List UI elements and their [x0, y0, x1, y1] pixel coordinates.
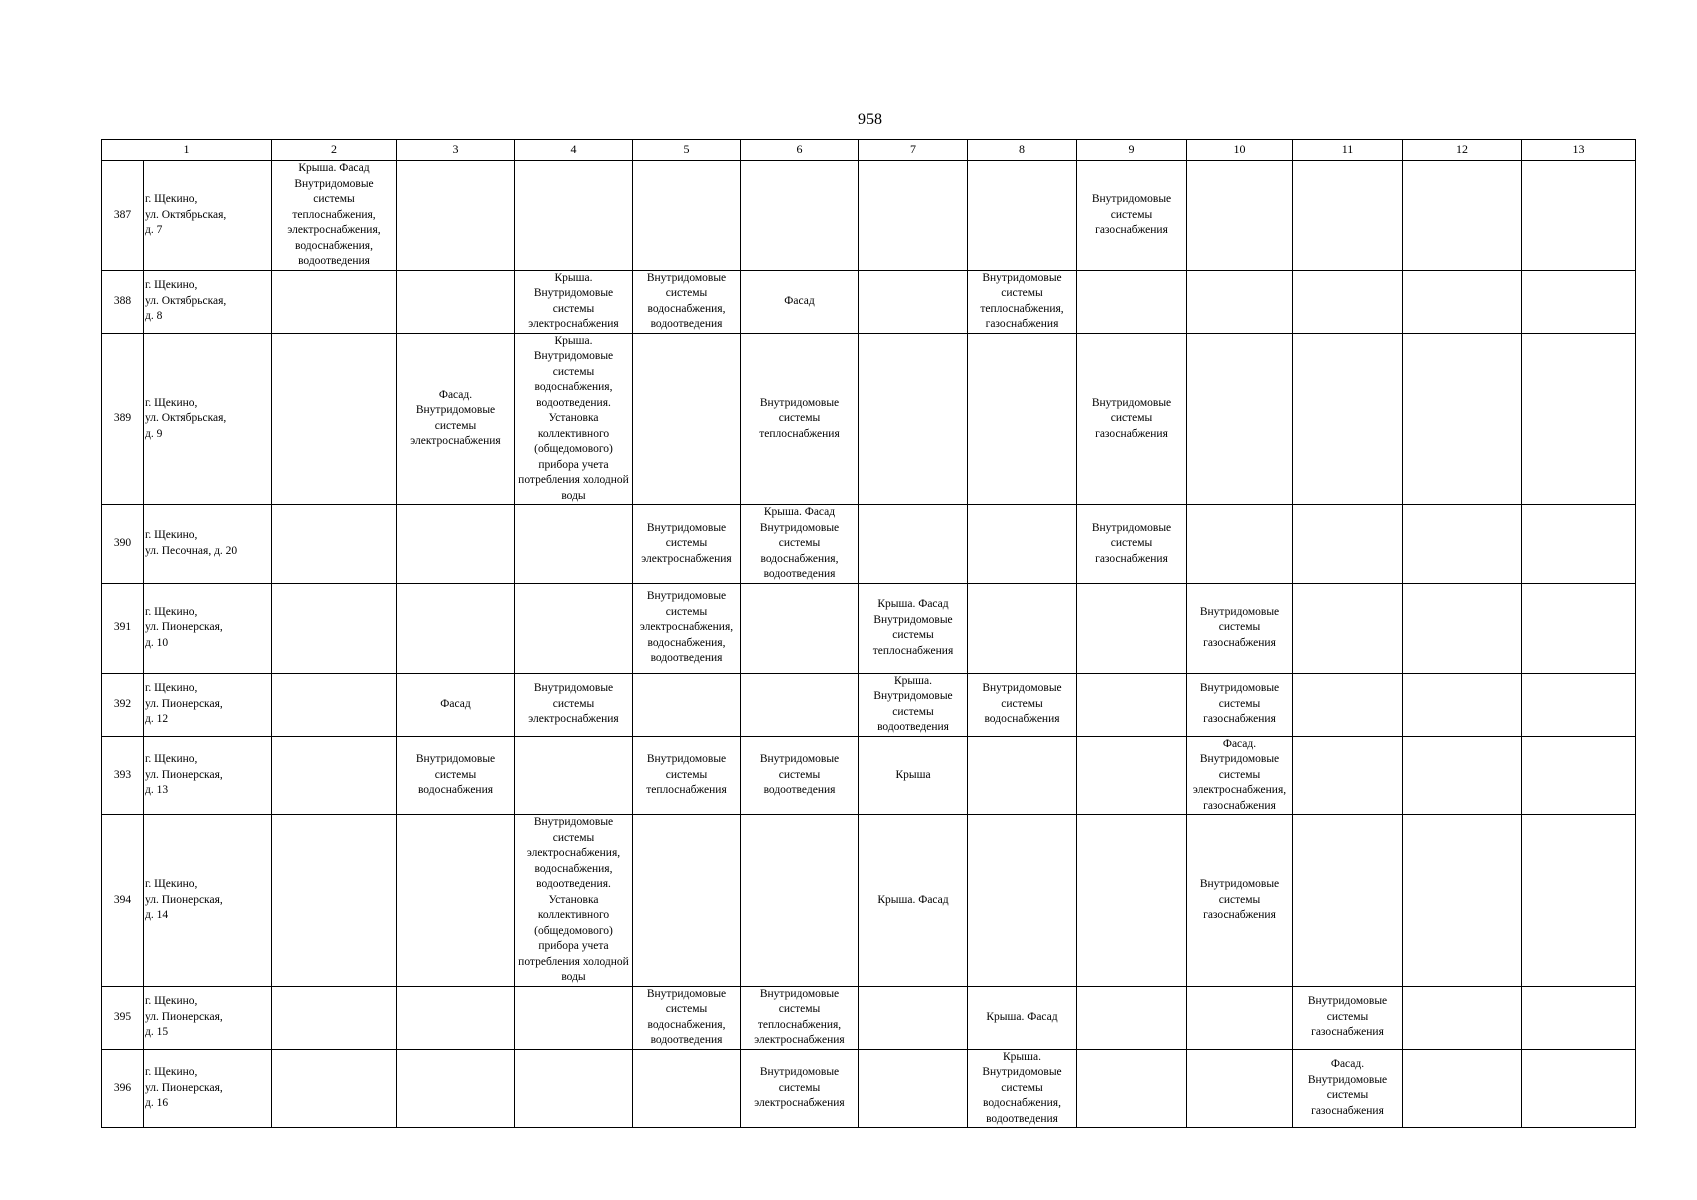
work-cell-col-3: Внутридомовые системы водоснабжения	[397, 736, 515, 815]
work-cell-col-2	[272, 986, 397, 1049]
row-number: 387	[102, 161, 144, 271]
work-cell-col-4	[515, 1049, 633, 1128]
work-cell-col-5	[633, 333, 741, 505]
column-header: 3	[397, 140, 515, 161]
row-number: 395	[102, 986, 144, 1049]
table-row	[102, 736, 1636, 815]
column-header: 5	[633, 140, 741, 161]
work-cell-col-6	[741, 815, 859, 987]
row-number: 388	[102, 270, 144, 333]
work-cell-col-7	[859, 161, 968, 271]
work-cell-col-12	[1403, 986, 1522, 1049]
column-header: 12	[1403, 140, 1522, 161]
work-cell-col-11	[1293, 583, 1403, 673]
work-cell-col-7	[859, 1049, 968, 1128]
column-header: 8	[968, 140, 1077, 161]
work-cell-col-3	[397, 270, 515, 333]
work-cell-col-7: Крыша. Фасад	[859, 815, 968, 987]
work-cell-col-9	[1077, 270, 1187, 333]
work-cell-col-5	[633, 161, 741, 271]
work-cell-col-9	[1077, 583, 1187, 673]
column-header: 6	[741, 140, 859, 161]
work-cell-col-6: Фасад	[741, 270, 859, 333]
work-cell-col-5: Внутридомовые системы водоснабжения, водоотведения	[633, 986, 741, 1049]
work-cell-col-4	[515, 505, 633, 584]
table-row	[102, 505, 1636, 584]
work-cell-col-9	[1077, 736, 1187, 815]
work-cell-col-6: Внутридомовые системы водоотведения	[741, 736, 859, 815]
work-cell-col-6: Крыша. Фасад Внутридомовые системы водоснабжения, водоотведения	[741, 505, 859, 584]
row-number: 393	[102, 736, 144, 815]
work-cell-col-11: Фасад. Внутридомовые системы газоснабжения	[1293, 1049, 1403, 1128]
work-cell-col-7: Крыша. Фасад Внутридомовые системы теплоснабжения	[859, 583, 968, 673]
work-cell-col-2	[272, 1049, 397, 1128]
table-row	[102, 583, 1636, 673]
work-cell-col-9	[1077, 815, 1187, 987]
column-header: 11	[1293, 140, 1403, 161]
work-cell-col-4	[515, 161, 633, 271]
row-number: 392	[102, 673, 144, 736]
work-cell-col-10	[1187, 161, 1293, 271]
work-cell-col-8	[968, 815, 1077, 987]
work-cell-col-10: Фасад. Внутридомовые системы электроснабжения, газоснабжения	[1187, 736, 1293, 815]
work-cell-col-8: Крыша. Внутридомовые системы водоснабжения, водоотведения	[968, 1049, 1077, 1128]
address-cell: г. Щекино, ул. Пионерская, д. 16	[144, 1049, 272, 1128]
work-cell-col-3	[397, 815, 515, 987]
work-cell-col-11: Внутридомовые системы газоснабжения	[1293, 986, 1403, 1049]
work-cell-col-2	[272, 736, 397, 815]
work-cell-col-8: Внутридомовые системы теплоснабжения, газоснабжения	[968, 270, 1077, 333]
work-cell-col-5: Внутридомовые системы электроснабжения	[633, 505, 741, 584]
work-cell-col-4	[515, 736, 633, 815]
work-cell-col-9	[1077, 1049, 1187, 1128]
address-cell: г. Щекино, ул. Октябрьская, д. 7	[144, 161, 272, 271]
work-cell-col-5: Внутридомовые системы электроснабжения, водоснабжения, водоотведения	[633, 583, 741, 673]
work-cell-col-8	[968, 505, 1077, 584]
work-cell-col-10	[1187, 270, 1293, 333]
work-cell-col-11	[1293, 333, 1403, 505]
work-cell-col-13	[1522, 815, 1636, 987]
page-number: 958	[858, 111, 882, 128]
work-cell-col-9: Внутридомовые системы газоснабжения	[1077, 333, 1187, 505]
work-cell-col-13	[1522, 270, 1636, 333]
work-cell-col-8: Крыша. Фасад	[968, 986, 1077, 1049]
work-cell-col-11	[1293, 161, 1403, 271]
work-cell-col-7	[859, 505, 968, 584]
work-cell-col-13	[1522, 583, 1636, 673]
work-cell-col-8	[968, 161, 1077, 271]
table-row	[102, 1049, 1636, 1128]
table-row	[102, 986, 1636, 1049]
work-cell-col-5	[633, 815, 741, 987]
work-cell-col-11	[1293, 673, 1403, 736]
work-cell-col-10	[1187, 1049, 1293, 1128]
work-cell-col-13	[1522, 1049, 1636, 1128]
table-row	[102, 270, 1636, 333]
work-cell-col-6	[741, 583, 859, 673]
work-cell-col-11	[1293, 505, 1403, 584]
work-cell-col-6	[741, 161, 859, 271]
work-cell-col-4: Внутридомовые системы электроснабжения	[515, 673, 633, 736]
work-cell-col-12	[1403, 736, 1522, 815]
row-number: 389	[102, 333, 144, 505]
work-cell-col-7	[859, 333, 968, 505]
work-cell-col-3	[397, 161, 515, 271]
address-cell: г. Щекино, ул. Пионерская, д. 13	[144, 736, 272, 815]
work-cell-col-11	[1293, 815, 1403, 987]
work-cell-col-7	[859, 270, 968, 333]
work-cell-col-10: Внутридомовые системы газоснабжения	[1187, 673, 1293, 736]
column-header: 4	[515, 140, 633, 161]
work-cell-col-4: Внутридомовые системы электроснабжения, водоснабжения, водоотведения. Установка коллективного (общедомового) прибора учета потребления холодной воды	[515, 815, 633, 987]
work-cell-col-3	[397, 986, 515, 1049]
work-cell-col-2	[272, 673, 397, 736]
work-cell-col-12	[1403, 270, 1522, 333]
work-cell-col-5	[633, 673, 741, 736]
column-header: 1	[102, 140, 272, 161]
work-cell-col-12	[1403, 815, 1522, 987]
work-cell-col-11	[1293, 736, 1403, 815]
work-cell-col-13	[1522, 505, 1636, 584]
work-cell-col-13	[1522, 333, 1636, 505]
work-cell-col-9	[1077, 986, 1187, 1049]
address-cell: г. Щекино, ул. Октябрьская, д. 9	[144, 333, 272, 505]
column-header: 10	[1187, 140, 1293, 161]
work-cell-col-12	[1403, 673, 1522, 736]
work-cell-col-13	[1522, 736, 1636, 815]
work-cell-col-6: Внутридомовые системы теплоснабжения	[741, 333, 859, 505]
work-cell-col-7: Крыша. Внутридомовые системы водоотведения	[859, 673, 968, 736]
work-cell-col-9: Внутридомовые системы газоснабжения	[1077, 161, 1187, 271]
work-cell-col-2	[272, 583, 397, 673]
work-cell-col-10	[1187, 505, 1293, 584]
work-cell-col-5: Внутридомовые системы водоснабжения, водоотведения	[633, 270, 741, 333]
work-cell-col-8	[968, 583, 1077, 673]
header-row	[102, 140, 1636, 161]
work-cell-col-2	[272, 505, 397, 584]
work-cell-col-5: Внутридомовые системы теплоснабжения	[633, 736, 741, 815]
work-cell-col-2	[272, 270, 397, 333]
work-cell-col-13	[1522, 986, 1636, 1049]
work-cell-col-3	[397, 505, 515, 584]
work-cell-col-13	[1522, 161, 1636, 271]
work-cell-col-4	[515, 583, 633, 673]
work-cell-col-11	[1293, 270, 1403, 333]
work-cell-col-2	[272, 815, 397, 987]
work-cell-col-3	[397, 1049, 515, 1128]
work-cell-col-10	[1187, 986, 1293, 1049]
work-cell-col-8	[968, 333, 1077, 505]
address-cell: г. Щекино, ул. Октябрьская, д. 8	[144, 270, 272, 333]
table-row	[102, 673, 1636, 736]
work-cell-col-12	[1403, 1049, 1522, 1128]
work-cell-col-6: Внутридомовые системы электроснабжения	[741, 1049, 859, 1128]
row-number: 390	[102, 505, 144, 584]
work-cell-col-6	[741, 673, 859, 736]
table-row	[102, 161, 1636, 271]
work-cell-col-5	[633, 1049, 741, 1128]
column-header: 13	[1522, 140, 1636, 161]
work-cell-col-3	[397, 583, 515, 673]
work-cell-col-9	[1077, 673, 1187, 736]
table-row	[102, 815, 1636, 987]
table-row	[102, 333, 1636, 505]
address-cell: г. Щекино, ул. Песочная, д. 20	[144, 505, 272, 584]
repair-schedule-table	[101, 139, 1636, 1128]
address-cell: г. Щекино, ул. Пионерская, д. 14	[144, 815, 272, 987]
work-cell-col-7	[859, 986, 968, 1049]
address-cell: г. Щекино, ул. Пионерская, д. 12	[144, 673, 272, 736]
row-number: 391	[102, 583, 144, 673]
work-cell-col-2: Крыша. Фасад Внутридомовые системы теплоснабжения, электроснабжения, водоснабжения, водоотведения	[272, 161, 397, 271]
work-cell-col-4	[515, 986, 633, 1049]
work-cell-col-7: Крыша	[859, 736, 968, 815]
column-header: 9	[1077, 140, 1187, 161]
work-cell-col-4: Крыша. Внутридомовые системы электроснабжения	[515, 270, 633, 333]
work-cell-col-12	[1403, 333, 1522, 505]
work-cell-col-12	[1403, 505, 1522, 584]
work-cell-col-13	[1522, 673, 1636, 736]
work-cell-col-3: Фасад. Внутридомовые системы электроснабжения	[397, 333, 515, 505]
work-cell-col-12	[1403, 583, 1522, 673]
work-cell-col-10: Внутридомовые системы газоснабжения	[1187, 583, 1293, 673]
work-cell-col-3: Фасад	[397, 673, 515, 736]
address-cell: г. Щекино, ул. Пионерская, д. 10	[144, 583, 272, 673]
row-number: 394	[102, 815, 144, 987]
row-number: 396	[102, 1049, 144, 1128]
work-cell-col-8: Внутридомовые системы водоснабжения	[968, 673, 1077, 736]
work-cell-col-6: Внутридомовые системы теплоснабжения, электроснабжения	[741, 986, 859, 1049]
work-cell-col-10: Внутридомовые системы газоснабжения	[1187, 815, 1293, 987]
work-cell-col-12	[1403, 161, 1522, 271]
column-header: 7	[859, 140, 968, 161]
table-body	[102, 161, 1636, 1128]
address-cell: г. Щекино, ул. Пионерская, д. 15	[144, 986, 272, 1049]
work-cell-col-4: Крыша. Внутридомовые системы водоснабжения, водоотведения. Установка коллективного (общедомового) прибора учета потребления холодной воды	[515, 333, 633, 505]
work-cell-col-10	[1187, 333, 1293, 505]
work-cell-col-2	[272, 333, 397, 505]
work-cell-col-9: Внутридомовые системы газоснабжения	[1077, 505, 1187, 584]
work-cell-col-8	[968, 736, 1077, 815]
column-header: 2	[272, 140, 397, 161]
